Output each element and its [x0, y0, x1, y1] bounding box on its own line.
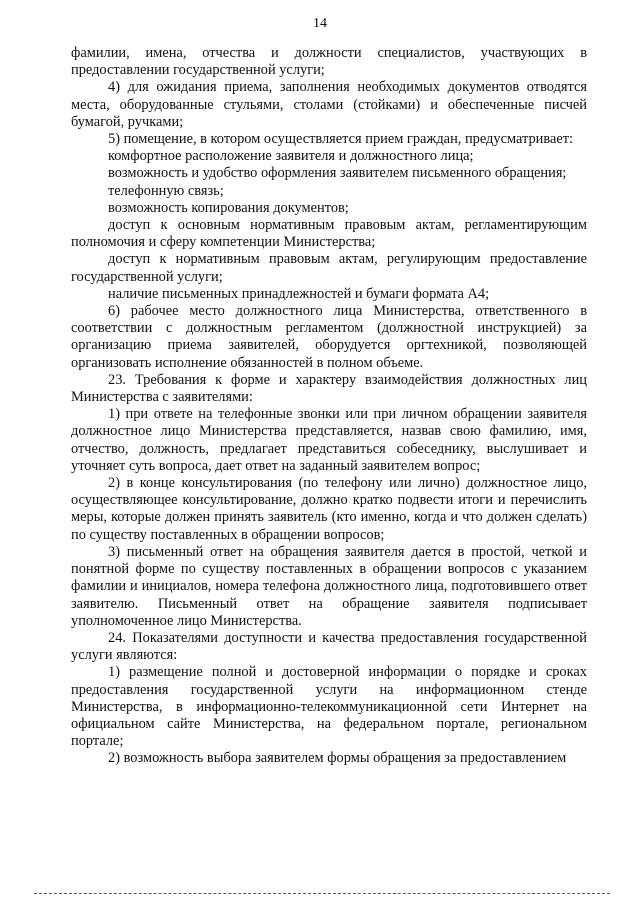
- document-body: [71, 45, 587, 768]
- paragraph: 2) возможность выбора заявителем формы обращения за предоставлением: [108, 750, 567, 767]
- paragraph: 1) при ответе на телефонные звонки или при личном обращении заявителя должностное лицо Министерства представляется, назвав свою фамилию, имя, отчество, должность, предлагает представиться собеседнику, выслушивает и уточняет суть вопроса, дает ответ на заданный заявителем вопрос;: [71, 406, 587, 474]
- paragraph: 6) рабочее место должностного лица Министерства, ответственного в соответствии с должностным регламентом (должностной инструкцией) за организацию приема заявителей, оборудуется оргтехникой, позволяющей организовать исполнение обязанностей в полном объеме.: [71, 303, 587, 371]
- page-number: 14: [313, 16, 327, 31]
- paragraph: наличие письменных принадлежностей и бумаги формата А4;: [108, 285, 490, 302]
- paragraph: возможность копирования документов;: [108, 199, 349, 216]
- paragraph: 24. Показателями доступности и качества предоставления государственной услуги являются:: [71, 629, 587, 664]
- paragraph: 1) размещение полной и достоверной информации о порядке и сроках предоставления государственной услуги на информационном стенде Министерства, в информационно-телекоммуникационной сети Интернет на официальном сайте Министерства, на федеральном портале, региональном портале;: [71, 664, 587, 750]
- paragraph: возможность и удобство оформления заявителем письменного обращения;: [108, 165, 567, 182]
- paragraph: 5) помещение, в котором осуществляется прием граждан, предусматривает:: [108, 131, 574, 148]
- paragraph: 3) письменный ответ на обращения заявителя дается в простой, четкой и понятной форме по существу поставленных в обращении вопросов с указанием фамилии и инициалов, номера телефона должностного лица, подготовившего ответ заявителю. Письменный ответ на обращение заявителя подписывает уполномоченное лицо Министерства.: [71, 543, 587, 629]
- paragraph: 23. Требования к форме и характеру взаимодействия должностных лиц Министерства с заявителями:: [71, 371, 587, 406]
- scan-edge-rule: [34, 893, 610, 894]
- paragraph: 2) в конце консультирования (по телефону или лично) должностное лицо, осуществляющее консультирование, должно кратко подвести итоги и перечислить меры, которые должен принять заявитель (кто именно, когда и что должен сделать) по существу поставленных в обращении вопросов;: [71, 475, 587, 543]
- paragraph: телефонную связь;: [108, 182, 224, 199]
- paragraph: комфортное расположение заявителя и должностного лица;: [108, 148, 474, 165]
- paragraph: фамилии, имена, отчества и должности специалистов, участвующих в предоставлении государственной услуги;: [71, 45, 587, 79]
- paragraph: доступ к основным нормативным правовым актам, регламентирующим полномочия и сферу компетенции Министерства;: [71, 217, 587, 251]
- paragraph: доступ к нормативным правовым актам, регулирующим предоставление государственной услуги;: [71, 251, 587, 285]
- paragraph: 4) для ожидания приема, заполнения необходимых документов отводятся места, оборудованные стульями, столами (стойками) и обеспеченные писчей бумагой, ручками;: [71, 79, 587, 130]
